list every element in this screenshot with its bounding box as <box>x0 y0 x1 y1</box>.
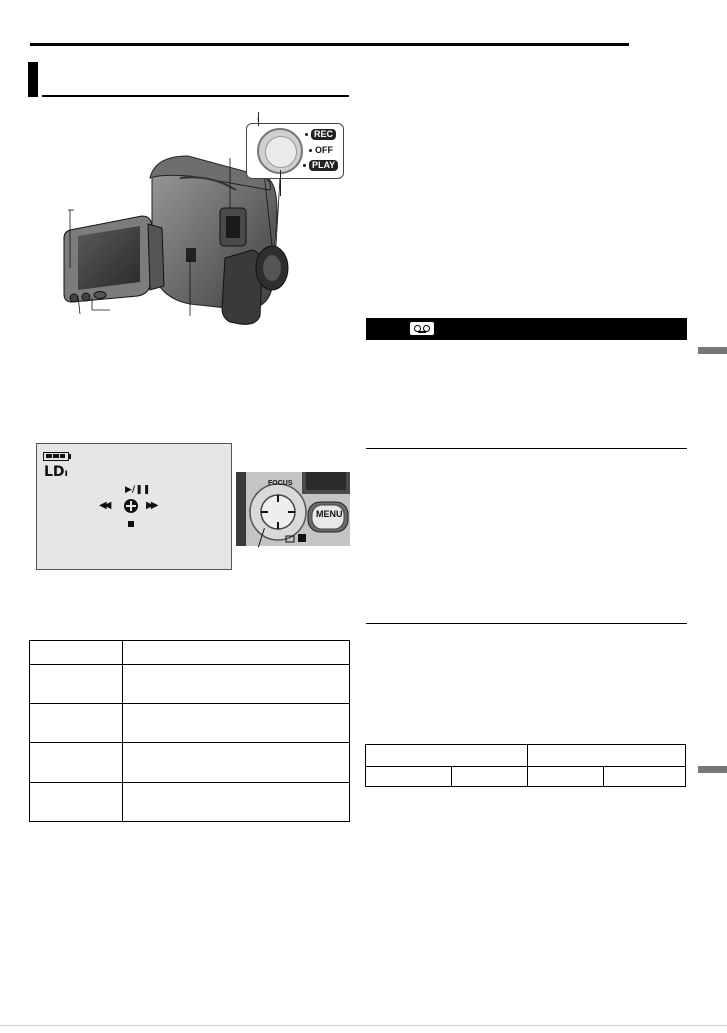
rewind-icon: ◀◀ <box>99 500 109 511</box>
tape-speed-label: LD <box>44 464 65 480</box>
table-cell <box>366 745 528 767</box>
section-divider-1 <box>366 448 687 449</box>
playback-operation-table <box>29 640 350 822</box>
table-cell <box>30 641 123 665</box>
table-cell <box>123 665 350 704</box>
fast-forward-icon: ▶▶ <box>146 500 156 511</box>
set-lever-cross-v <box>130 501 132 511</box>
control-panel-photo <box>236 472 350 546</box>
dial-rec-label: REC <box>311 129 336 140</box>
section-title-rule <box>42 95 349 97</box>
side-index-tab-upper <box>698 347 727 354</box>
table-cell <box>366 767 452 787</box>
table-cell <box>30 743 123 783</box>
table-cell <box>30 665 123 704</box>
tape-speed-table <box>365 744 686 787</box>
section-divider-2 <box>366 623 687 624</box>
table-cell <box>123 704 350 743</box>
mode-dial-center <box>265 136 297 168</box>
side-index-tab-lower <box>698 766 727 773</box>
tape-speed-indicator <box>44 464 68 480</box>
battery-terminal <box>69 454 71 459</box>
battery-bar-2 <box>53 454 59 458</box>
table-cell <box>123 783 350 822</box>
table-cell <box>452 767 528 787</box>
table-cell <box>528 745 686 767</box>
menu-button-label: MENU <box>316 509 343 519</box>
table-cell <box>604 767 686 787</box>
dial-play-label: PLAY <box>309 160 338 171</box>
dial-dot-off <box>309 149 312 152</box>
dial-off-label: OFF <box>315 145 333 155</box>
stop-icon <box>128 521 134 527</box>
table-cell <box>123 743 350 783</box>
play-pause-icon: ▶/❚❚ <box>125 485 151 495</box>
callout-leader-a <box>258 112 259 126</box>
set-lever-icon <box>124 499 138 513</box>
callout-leader-b <box>280 170 281 196</box>
table-cell <box>123 641 350 665</box>
table-cell <box>528 767 604 787</box>
mode-dial-callout <box>246 123 344 179</box>
battery-bar-1 <box>46 454 52 458</box>
focus-label: FOCUS <box>268 480 293 487</box>
footer-rule <box>0 1025 727 1026</box>
tape-mode-icon <box>410 322 434 335</box>
tape-speed-mark: ı <box>64 468 68 479</box>
mode-dial <box>257 128 303 174</box>
dial-dot-rec <box>305 133 308 136</box>
table-cell <box>30 783 123 822</box>
battery-bar-3 <box>60 454 65 458</box>
table-cell <box>30 704 123 743</box>
section-marker <box>28 62 38 97</box>
header-rule <box>30 43 629 46</box>
tape-link <box>418 331 426 333</box>
video-playback-heading-bar <box>366 318 687 340</box>
battery-icon <box>43 452 69 461</box>
dial-dot-play <box>303 164 306 167</box>
